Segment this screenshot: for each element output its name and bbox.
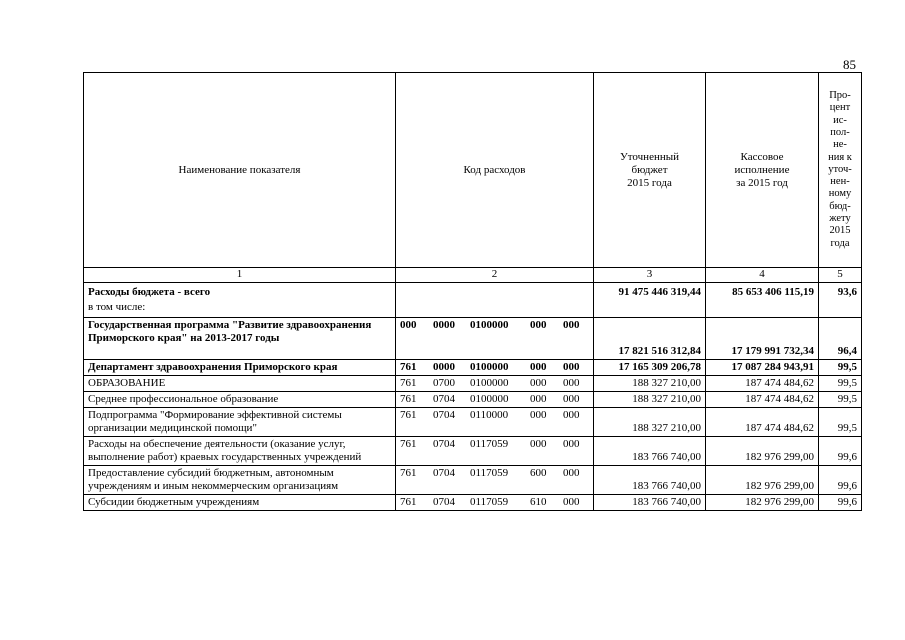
column-number: 3 [594,268,706,283]
code-part: 0100000 [470,319,509,331]
header-line: года [830,237,850,249]
code-part: 761 [400,377,417,389]
code-part: 0110000 [470,409,509,421]
code-part: 0704 [433,438,455,450]
code-part: 761 [400,467,417,479]
row-code [396,392,594,408]
code-part: 761 [400,393,417,405]
code-part: 600 [530,467,547,479]
code-part: 000 [563,496,580,508]
code-part: 000 [563,393,580,405]
header-line: нен- [830,176,850,188]
column-number: 2 [396,268,594,283]
code-part: 0704 [433,496,455,508]
code-part: 000 [563,467,580,479]
code-part: 0100000 [470,377,509,389]
code-part: 0704 [433,409,455,421]
row-name: Подпрограмма "Формирование эффективной системы организации медицинской помощи" [84,408,396,437]
row-code [396,408,594,437]
code-part: 0117059 [470,496,509,508]
row-name: Субсидии бюджетным учреждениям [84,495,396,511]
row-percent: 99,6 [819,495,862,511]
header-line: уточ- [828,163,852,175]
table-row [84,360,862,376]
header-expense-code: Код расходов [396,73,594,268]
header-execution-percent [819,73,862,268]
code-part: 000 [563,438,580,450]
header-line: пол- [830,126,850,138]
row-code [396,495,594,511]
header-line: ис- [833,114,847,126]
header-revised-budget [594,73,706,268]
row-budget: 183 766 740,00 [594,466,706,495]
row-code [396,360,594,376]
row-budget: 188 327 210,00 [594,376,706,392]
row-execution: 17 087 284 943,91 [706,360,819,376]
code-part: 761 [400,361,417,373]
row-execution: 17 179 991 732,34 [706,318,819,360]
row-name: Государственная программа "Развитие здравоохранения Приморского края" на 2013-2017 годы [84,318,396,360]
table-row [84,466,862,495]
row-name: Расходы на обеспечение деятельности (оказание услуг, выполнение работ) краевых государственных учреждений [84,437,396,466]
header-cash-execution [706,73,819,268]
code-part: 0100000 [470,361,509,373]
code-part: 761 [400,438,417,450]
row-name: Среднее профессиональное образование [84,392,396,408]
header-line: жету [829,213,851,225]
code-part: 000 [563,377,580,389]
row-percent: 99,6 [819,466,862,495]
header-line: Уточненный [619,150,680,163]
code-part: 000 [530,377,547,389]
row-percent: 99,5 [819,392,862,408]
header-line: ния к [828,151,852,163]
column-number: 5 [819,268,862,283]
code-part: 0117059 [470,467,509,479]
code-part: 000 [563,409,580,421]
table-row [84,495,862,511]
header-line: Про- [829,90,851,102]
code-part: 761 [400,409,417,421]
code-part: 761 [400,496,417,508]
table-row [84,392,862,408]
row-code [396,437,594,466]
code-part: 0700 [433,377,455,389]
code-part: 000 [530,361,547,373]
code-part: 000 [530,409,547,421]
row-budget: 91 475 446 319,44 [594,283,706,318]
budget-table [83,72,862,511]
code-part: 000 [400,319,417,331]
table-row [84,408,862,437]
code-part: 0704 [433,467,455,479]
table-row [84,437,862,466]
row-name-text: Расходы бюджета - всего [88,286,211,298]
row-name [84,283,396,318]
code-part: 000 [530,319,547,331]
code-part: 000 [530,393,547,405]
row-name: Департамент здравоохранения Приморского края [84,360,396,376]
code-part: 0100000 [470,393,509,405]
table-row [84,376,862,392]
code-part: 0117059 [470,438,509,450]
table-row [84,318,862,360]
row-name: Предоставление субсидий бюджетным, автономным учреждениям и иным некоммерческим организациям [84,466,396,495]
row-percent: 99,5 [819,376,862,392]
code-part: 000 [530,438,547,450]
code-part: 610 [530,496,547,508]
column-number: 1 [84,268,396,283]
code-part: 0000 [433,319,455,331]
row-code [396,376,594,392]
header-line: бюджет [631,163,668,176]
row-percent: 93,6 [819,283,862,318]
code-part: 0704 [433,393,455,405]
code-part: 000 [563,361,580,373]
code-part: 0000 [433,361,455,373]
header-line: за 2015 год [736,176,788,189]
table-header-row [84,73,862,268]
header-line: не- [833,139,847,151]
row-code [396,318,594,360]
header-line: Кассовое [740,150,784,163]
table-row [84,283,862,318]
row-code [396,466,594,495]
row-budget: 183 766 740,00 [594,437,706,466]
row-code [396,283,594,318]
column-number: 4 [706,268,819,283]
row-budget: 17 165 309 206,78 [594,360,706,376]
header-line: 2015 года [627,176,672,189]
row-percent: 99,5 [819,360,862,376]
row-budget: 188 327 210,00 [594,392,706,408]
row-execution: 187 474 484,62 [706,408,819,437]
row-budget: 17 821 516 312,84 [594,318,706,360]
row-percent: 99,6 [819,437,862,466]
row-execution: 187 474 484,62 [706,392,819,408]
header-line: бюд- [829,200,851,212]
row-execution: 187 474 484,62 [706,376,819,392]
row-execution: 85 653 406 115,19 [706,283,819,318]
column-number-row [84,268,862,283]
row-execution: 182 976 299,00 [706,437,819,466]
row-budget: 183 766 740,00 [594,495,706,511]
header-line: ному [828,188,852,200]
page-number: 85 [843,57,856,72]
code-part: 000 [563,319,580,331]
row-execution: 182 976 299,00 [706,466,819,495]
row-percent: 99,5 [819,408,862,437]
header-line: цент [829,102,851,114]
row-execution: 182 976 299,00 [706,495,819,511]
row-name: ОБРАЗОВАНИЕ [84,376,396,392]
header-line: 2015 [829,225,851,237]
row-budget: 188 327 210,00 [594,408,706,437]
row-percent: 96,4 [819,318,862,360]
header-indicator-name: Наименование показателя [84,73,396,268]
row-subtitle: в том числе: [88,301,146,313]
header-line: исполнение [734,163,790,176]
